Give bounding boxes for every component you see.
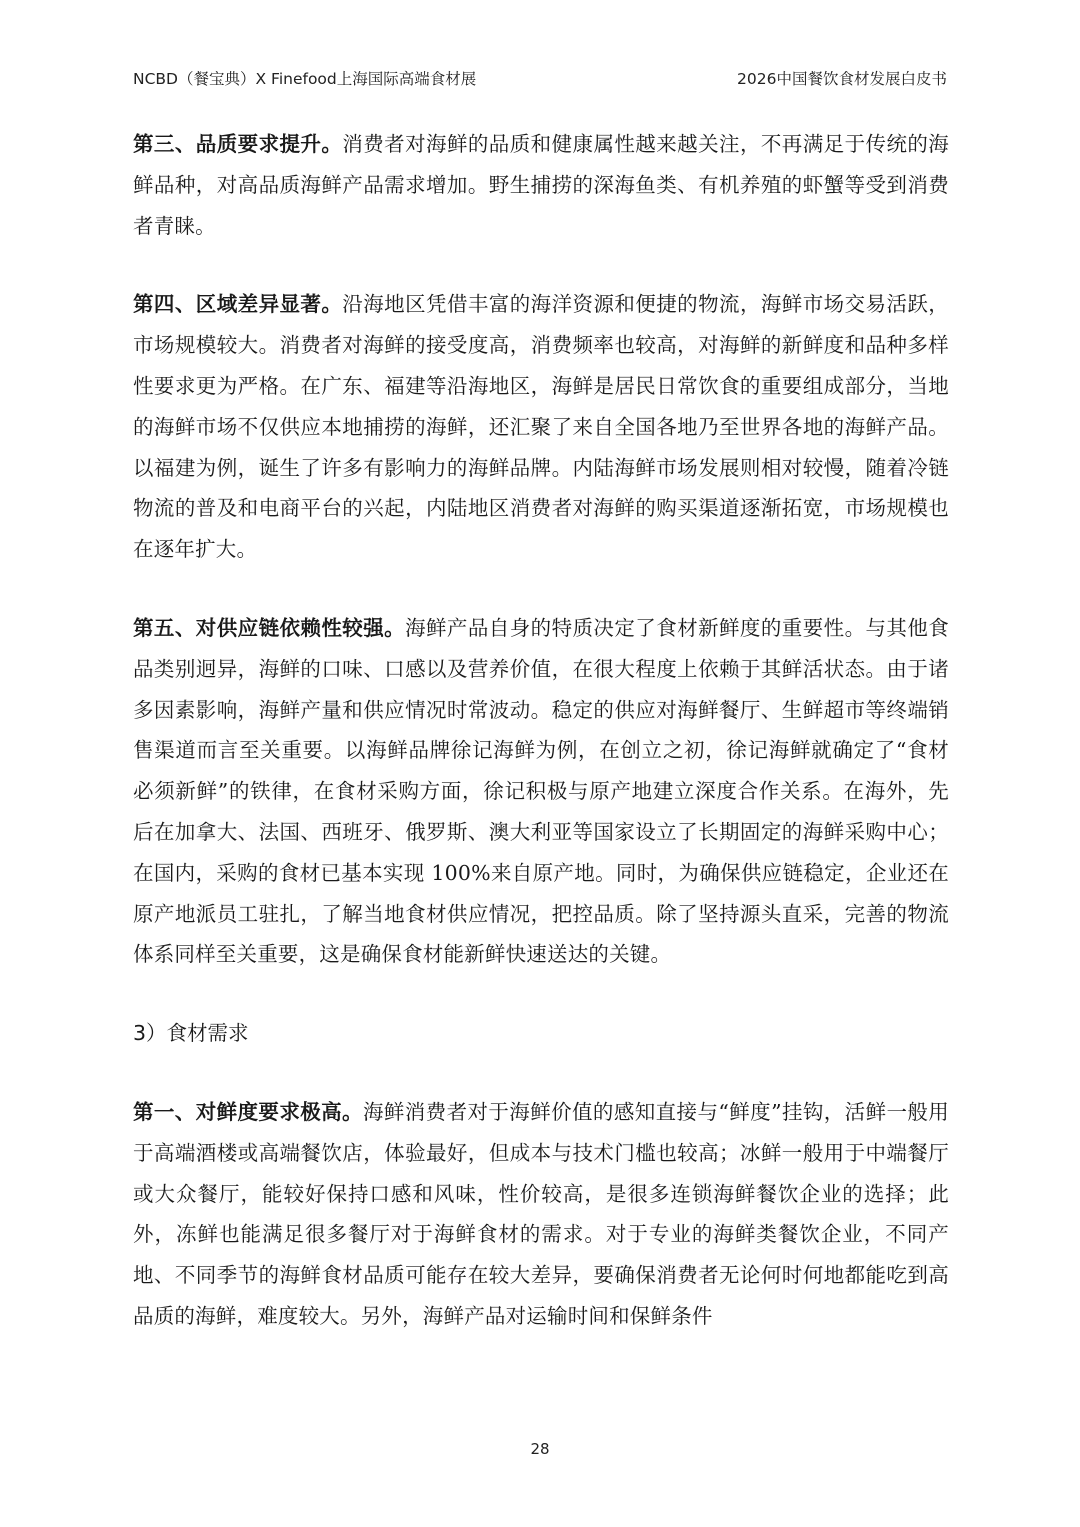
section-subheading: 3）食材需求 — [133, 1021, 249, 1046]
paragraph-regional — [133, 284, 949, 570]
header-right-title: 2026中国餐饮食材发展白皮书 — [737, 70, 947, 88]
paragraph-text: 海鲜产品自身的特质决定了食材新鲜度的重要性。与其他食品类别迥异，海鲜的口味、口感以及营养价值，在很大程度上依赖于其鲜活状态。由于诸多因素影响，海鲜产量和供应情况时常波动。稳定的供应对海鲜餐厅、生鲜超市等终端销售渠道而言至关重要。以海鲜品牌徐记海鲜为例，在创立之初，徐记海鲜就确定了“食材必须新鲜”的铁律，在食材采购方面，徐记积极与原产地建立深度合作关系。在海外，先后在加拿大、法国、西班牙、俄罗斯、澳大利亚等国家设立了长期固定的海鲜采购中心；在国内，采购的食材已基本实现 100%来自原产地。同时，为确保供应链稳定，企业还在原产地派员工驻扎，了解当地食材供应情况，把控品质。除了坚持源头直采，完善的物流体系同样至关重要，这是确保食材能新鲜快速送达的关键。 — [133, 615, 949, 967]
paragraph-lead: 第一、对鲜度要求极高。 — [133, 1099, 363, 1124]
paragraph-supply-chain — [133, 608, 949, 975]
header-left-title: NCBD（餐宝典）X Finefood上海国际高端食材展 — [133, 70, 477, 88]
paragraph-lead: 第三、品质要求提升。 — [133, 132, 343, 156]
paragraph-quality — [133, 124, 949, 246]
paragraph-gap — [133, 975, 949, 1013]
paragraph-lead: 第四、区域差异显著。 — [133, 292, 343, 317]
paragraph-gap — [133, 1054, 949, 1092]
paragraph-gap — [133, 246, 949, 284]
paragraph-text: 海鲜消费者对于海鲜价值的感知直接与“鲜度”挂钩，活鲜一般用于高端酒楼或高端餐饮店，体验最好，但成本与技术门槛也较高；冰鲜一般用于中端餐厅或大众餐厅，能较好保持口感和风味，性价较高，是很多连锁海鲜餐饮企业的选择；此外，冻鲜也能满足很多餐厅对于海鲜食材的需求。对于专业的海鲜类餐饮企业，不同产地、不同季节的海鲜食材品质可能存在较大差异，要确保消费者无论何时何地都能吃到高品质的海鲜，难度较大。另外，海鲜产品对运输时间和保鲜条件 — [133, 1099, 949, 1328]
page-header — [133, 66, 947, 90]
paragraph-freshness — [133, 1092, 949, 1337]
page-number: 28 — [530, 1440, 550, 1458]
document-body — [133, 124, 949, 1337]
paragraph-lead: 第五、对供应链依赖性较强。 — [133, 615, 406, 640]
paragraph-text: 消费者对海鲜的品质和健康属性越来越关注，不再满足于传统的海鲜品种，对高品质海鲜产品需求增加。野生捕捞的深海鱼类、有机养殖的虾蟹等受到消费者青睐。 — [133, 132, 949, 238]
paragraph-gap — [133, 570, 949, 608]
paragraph-text: 沿海地区凭借丰富的海洋资源和便捷的物流，海鲜市场交易活跃，市场规模较大。消费者对海鲜的接受度高，消费频率也较高，对海鲜的新鲜度和品种多样性要求更为严格。在广东、福建等沿海地区，海鲜是居民日常饮食的重要组成部分，当地的海鲜市场不仅供应本地捕捞的海鲜，还汇聚了来自全国各地乃至世界各地的海鲜产品。以福建为例，诞生了许多有影响力的海鲜品牌。内陆海鲜市场发展则相对较慢，随着冷链物流的普及和电商平台的兴起，内陆地区消费者对海鲜的购买渠道逐渐拓宽，市场规模也在逐年扩大。 — [133, 292, 949, 562]
